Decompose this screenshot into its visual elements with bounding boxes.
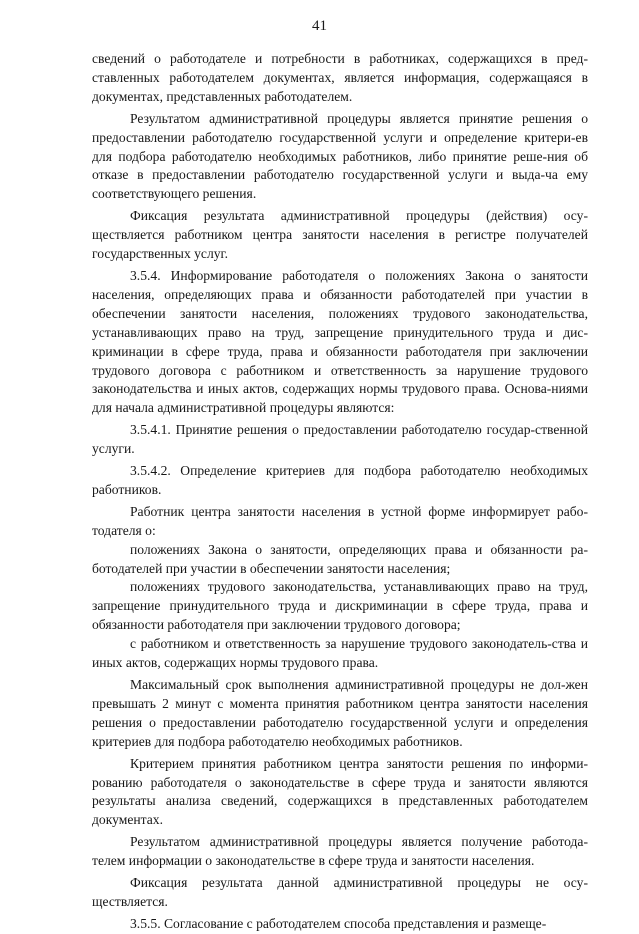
paragraph-section-3-5-5: 3.5.5. Согласование с работодателем способа представления и размеще- xyxy=(130,915,547,931)
paragraph: сведений о работодателе и потребности в работниках, содержащихся в пред-ставленных работодателем документах, является информация, содержащаяся в документах, представленных работодателем. xyxy=(92,51,588,104)
paragraph: Фиксация результата данной административной процедуры не осу-ществляется. xyxy=(92,875,588,909)
list-item: с работником и ответственность за нарушение трудового законодатель-ства и иных актов, содержащих нормы трудового права. xyxy=(92,636,588,671)
paragraph-section-3-5-4: 3.5.4. Информирование работодателя о положениях Закона о занятости населения, определяющих права и обязанности работодателей при участии в обеспечении занятости населения, положениях трудового законодательства, устанавливающих право на труд, запрещение принудительного труда и дис-криминации в сфере труда, права и обязанности работодателя при заключении трудового договора с работником и ответственность за нарушение трудового законодательства и иных актов, содержащих нормы трудового права. Основа-ниями для начала административной процедуры являются: xyxy=(92,267,588,416)
list-item: положениях трудового законодательства, устанавливающих право на труд, запрещение принудительного труда и дискриминации в сфере труда, права и обязанности работодателя при заключении трудового договора; xyxy=(92,579,588,633)
paragraph: Результатом административной процедуры является получение работода-телем информации о законодательстве в сфере труда и занятости населения. xyxy=(92,834,588,869)
paragraph: Максимальный срок выполнения административной процедуры не дол-жен превышать 2 минут с момента принятия работником центра занятости населения решения о предоставлении работодателю государственной услуги и определения критериев для подбора работодателю необходимых работников. xyxy=(92,677,588,749)
document-body xyxy=(92,50,588,934)
paragraph-section-3-5-4-1: 3.5.4.1. Принятие решения о предоставлении работодателю государ-ственной услуги. xyxy=(92,422,588,457)
paragraph: Работник центра занятости населения в устной форме информирует рабо-тодателя о: xyxy=(92,503,588,538)
paragraph-section-3-5-4-2: 3.5.4.2. Определение критериев для подбора работодателю необходимых работников. xyxy=(92,463,588,497)
list-item: положениях Закона о занятости, определяющих права и обязанности ра-ботодателей при участии в обеспечении занятости населения; xyxy=(92,541,588,576)
paragraph: Фиксация результата административной процедуры (действия) осу-ществляется работником центра занятости населения в регистре получателей государственных услуг. xyxy=(92,208,588,262)
paragraph: Результатом административной процедуры является принятие решения о предоставлении работодателю государственной услуги и определение критери-ев для подбора работодателю необходимых работников, либо принятие реше-ния об отказе в предоставлении работодателю государственной услуги и выда-ча ему соответствующего решения. xyxy=(92,110,588,202)
paragraph: Критерием принятия работником центра занятости решения по информи-рованию работодателя о законодательстве в сфере труда и занятости являются результаты анализа сведений, содержащихся в представленных работодателем документах. xyxy=(92,755,588,828)
page-number: 41 xyxy=(312,18,327,34)
